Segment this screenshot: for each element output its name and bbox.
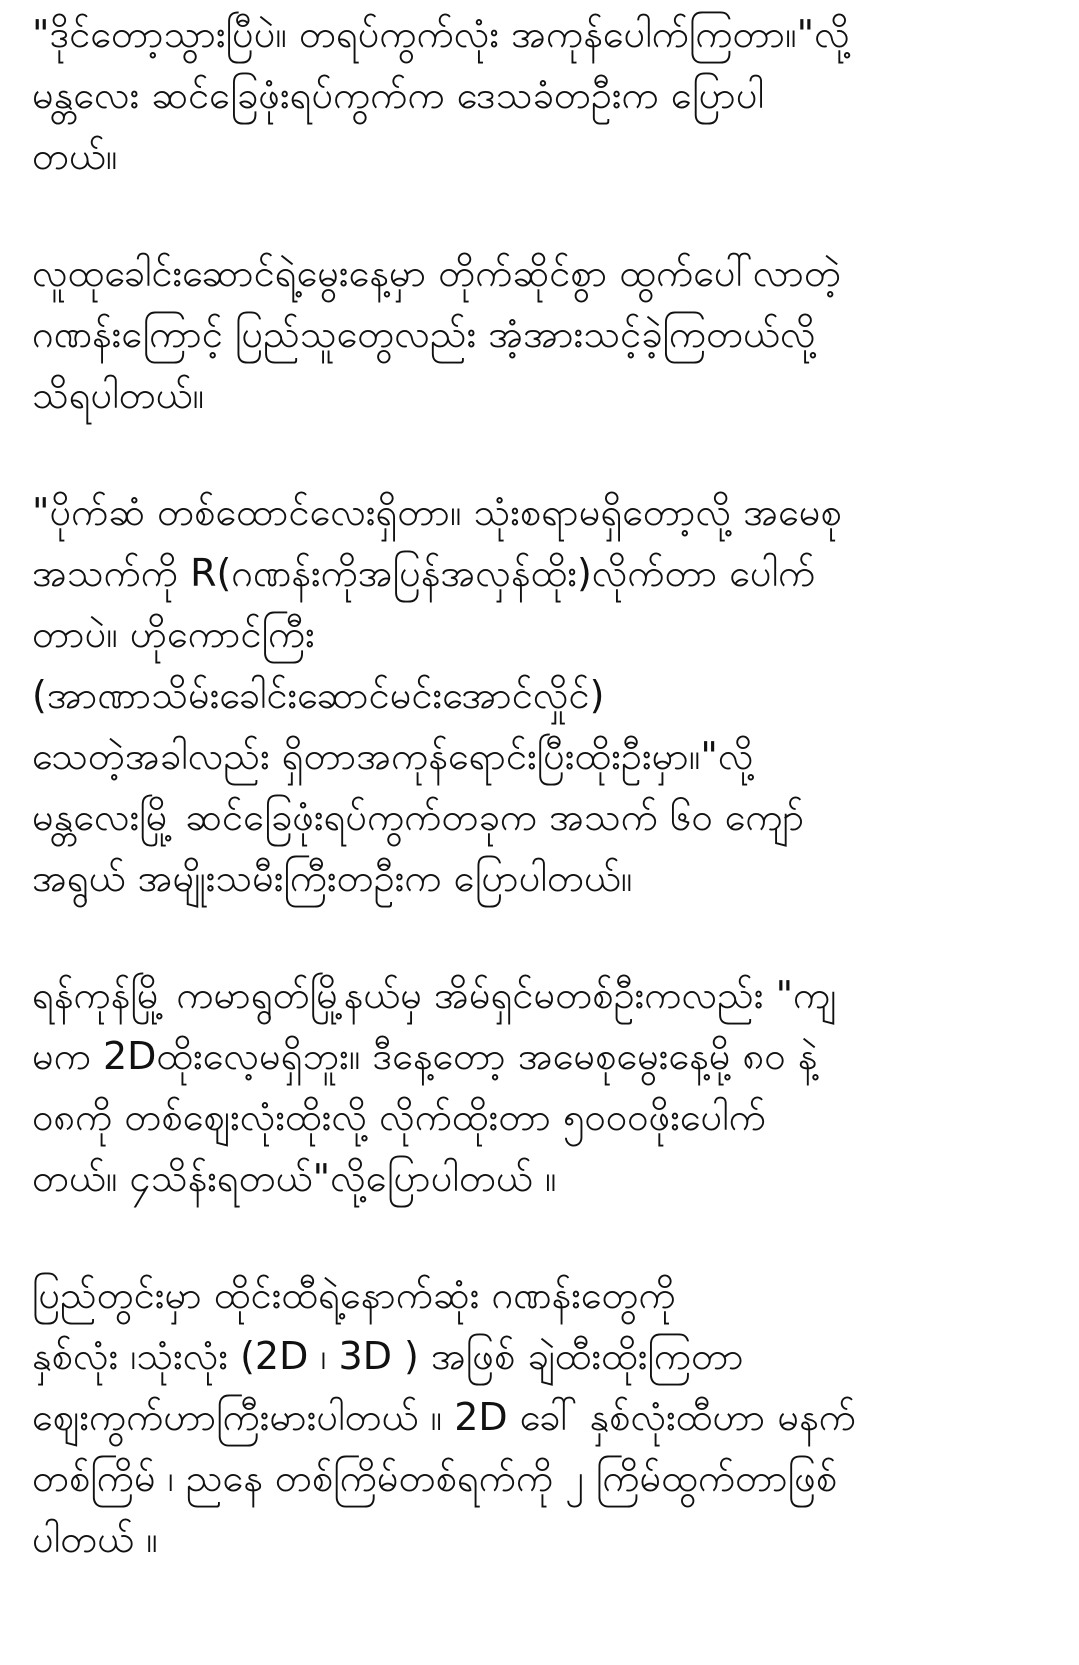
text-line: ဂဏန်းကြောင့် ပြည်သူတွေလည်း အံ့အားသင့်ခဲ့ကြတယ်လို့: [32, 312, 816, 356]
text-line: အသက်ကို R(ဂဏန်းကိုအပြန်အလှန်ထိုး)လိုက်တာ ပေါက်: [32, 551, 816, 595]
text-line: မန္တလေးမြို့ ဆင်ခြေဖုံးရပ်ကွက်တခုက အသက် ၆၀ ကျော်: [32, 795, 805, 839]
text-line: မန္တလေး ဆင်ခြေဖုံးရပ်ကွက်က ဒေသခံတဦးက ပြောပါ: [32, 73, 765, 117]
paragraph: [32, 1265, 1057, 1570]
text-line: နှစ်လုံး ၊သုံးလုံး (2D ၊ 3D ) အဖြစ် ချဲထီးထိုးကြတာ: [32, 1334, 744, 1378]
text-line: ၀၈ကို တစ်ဈေးလုံးထိုးလို့ လိုက်ထိုးတာ ၅၀၀၀ဖိုးပေါက်: [32, 1095, 766, 1139]
text-line: ရန်ကုန်မြို့ ကမာရွတ်မြို့နယ်မှ အိမ်ရှင်မတစ်ဦးကလည်း "ကျ: [32, 973, 837, 1017]
paragraph: [32, 4, 1057, 187]
text-line: "ပိုက်ဆံ တစ်ထောင်လေးရှိတာ။ သုံးစရာမရှိတော့လို့ အမေစု: [32, 490, 842, 534]
paragraph: [32, 965, 1057, 1209]
text-line: သိရပါတယ်။: [32, 373, 205, 417]
text-line: တာပဲ။ ဟိုကောင်ကြီး: [32, 612, 315, 656]
text-line: အရွယ် အမျိုးသမီးကြီးတဦးက ပြောပါတယ်။: [32, 856, 633, 900]
text-line: လူထုခေါင်းဆောင်ရဲ့မွေးနေ့မှာ တိုက်ဆိုင်စွာ ထွက်ပေါ်လာတဲ့: [32, 251, 841, 295]
text-line: တယ်။: [32, 134, 118, 178]
paragraph: [32, 243, 1057, 426]
text-line: ဈေးကွက်ဟာကြီးမားပါတယ် ။ 2D ခေါ် နှစ်လုံးထီဟာ မနက်: [32, 1395, 856, 1439]
text-line: မက 2Dထိုးလေ့မရှိဘူး။ ဒီနေ့တော့ အမေစုမွေးနေ့မို့ ၈၀ နဲ့: [32, 1034, 818, 1078]
text-line: (အာဏာသိမ်းခေါင်းဆောင်မင်းအောင်လှိုင်): [32, 673, 605, 717]
text-line: ပြည်တွင်းမှာ ထိုင်းထီရဲ့နောက်ဆုံး ဂဏန်းတွေကို: [32, 1273, 676, 1317]
paragraph: [32, 482, 1057, 909]
text-line: သေတဲ့အခါလည်း ရှိတာအကုန်ရောင်းပြီးထိုးဦးမှာ။"လို့: [32, 734, 754, 778]
text-line: တယ်။ ၄သိန်းရတယ်"လို့ပြောပါတယ် ။: [32, 1156, 557, 1200]
text-line: ပါတယ် ။: [32, 1517, 158, 1561]
text-line: တစ်ကြိမ် ၊ ညနေ တစ်ကြိမ်တစ်ရက်ကို ၂ ကြိမ်ထွက်တာဖြစ်: [32, 1456, 838, 1500]
text-line: "ဒိုင်တော့သွားပြီပဲ။ တရပ်ကွက်လုံး အကုန်ပေါက်ကြတာ။"လို့: [32, 12, 850, 56]
article-body: [32, 4, 1057, 1626]
